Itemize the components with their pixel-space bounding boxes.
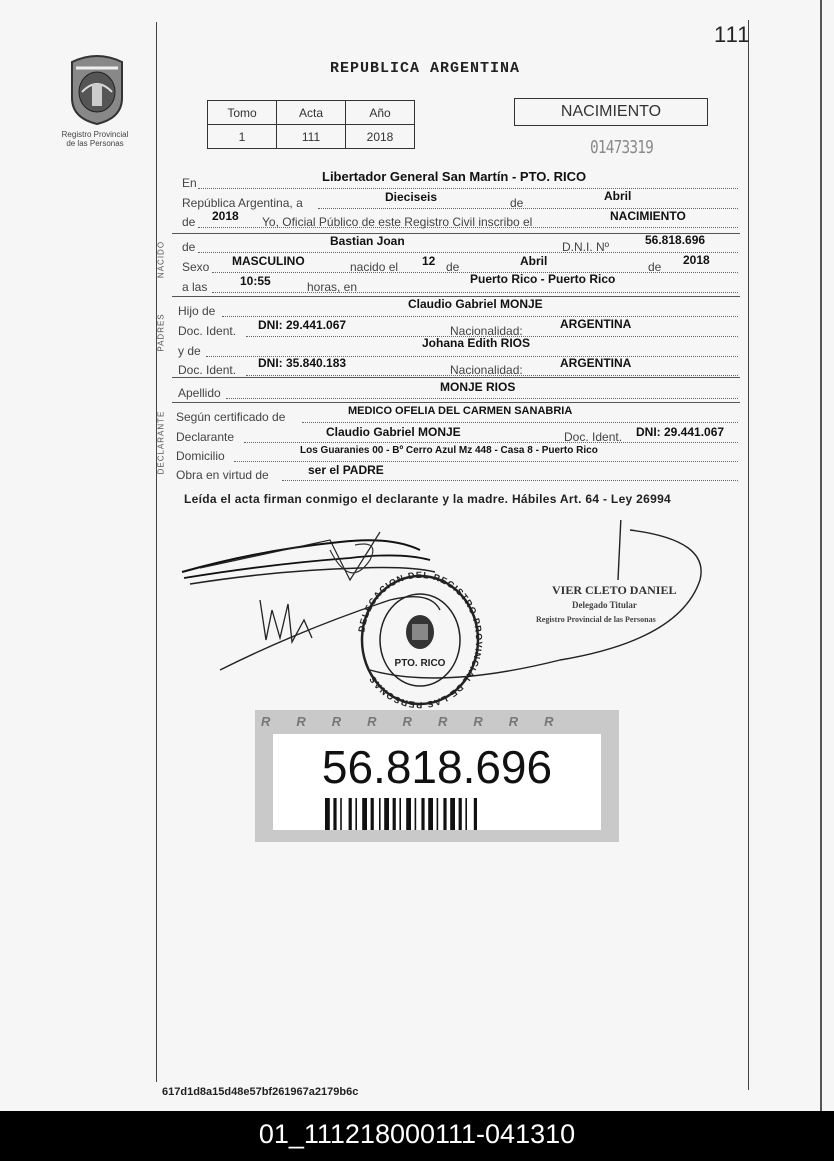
separator — [172, 402, 740, 403]
label-republica: República Argentina, a — [182, 196, 303, 210]
label-nacionalidad-madre: Nacionalidad: — [450, 363, 523, 377]
label-de: de — [510, 196, 524, 210]
acta-padre: Claudio Gabriel MONJE — [408, 297, 543, 311]
separator — [172, 377, 740, 378]
acta-madre: Johana Edith RIOS — [422, 336, 531, 350]
acta-nombre: Bastian Joan — [330, 234, 405, 248]
signatures-and-seal — [180, 520, 720, 710]
label-de-anio: de — [182, 215, 196, 229]
label-a-las: a las — [182, 280, 208, 294]
acta-hora: 10:55 — [240, 274, 271, 288]
acta-header: Acta — [277, 101, 346, 125]
acta-dia: Dieciseis — [385, 190, 438, 204]
label-horas-en: horas, en — [307, 280, 358, 294]
acta-padre-nac: ARGENTINA — [560, 317, 632, 331]
label-de-nombre: de — [182, 240, 196, 254]
label-sexo: Sexo — [182, 260, 210, 274]
barcode-number: 56.818.696 — [321, 741, 553, 793]
acta-obra: ser el PADRE — [308, 463, 384, 477]
anio-value: 2018 — [346, 125, 415, 149]
acta-declarante: Claudio Gabriel MONJE — [326, 425, 461, 439]
label-en: En — [182, 176, 197, 190]
dotline — [234, 461, 738, 462]
left-margin-line — [156, 22, 157, 1082]
security-r-marks: RRRRRRRRR — [261, 714, 580, 729]
label-doc-ident-padre: Doc. Ident. — [178, 324, 237, 338]
dotline — [198, 227, 738, 228]
dotline — [244, 442, 738, 443]
label-hijo-de: Hijo de — [178, 304, 216, 318]
dotline — [226, 398, 738, 399]
dotline — [212, 292, 738, 293]
acta-sexo: MASCULINO — [232, 254, 305, 268]
seal-bottom-text: PTO. RICO — [394, 658, 446, 669]
acta-anio: 2018 — [212, 209, 239, 223]
right-margin-line — [748, 20, 749, 1090]
dotline — [282, 480, 738, 481]
footer-filename: 01_111218000111-041310 — [258, 1119, 576, 1149]
dotline — [198, 252, 738, 253]
acta-apellido: MONJE RIOS — [440, 380, 516, 394]
acta-lugar-nac: Puerto Rico - Puerto Rico — [470, 272, 616, 286]
barcode-label — [255, 710, 619, 842]
acta-nac-dia: 12 — [422, 254, 436, 268]
officer-office: Registro Provincial de las Personas — [536, 615, 656, 624]
acta-madre-nac: ARGENTINA — [560, 356, 632, 370]
label-domicilio: Domicilio — [176, 449, 225, 463]
registry-label — [45, 130, 145, 148]
tomo-acta-table — [207, 100, 415, 149]
barcode-bars-icon — [325, 798, 545, 830]
acta-nac-anio: 2018 — [683, 253, 710, 267]
registry-label-line1: Registro Provincial — [61, 130, 129, 139]
side-label-declarante: DECLARANTE — [156, 410, 166, 475]
page-edge — [820, 0, 822, 1111]
label-doc-ident-declarante: Doc. Ident. — [564, 430, 623, 444]
page-number: 111 — [714, 22, 751, 47]
footer-bar — [0, 1111, 834, 1161]
acta-value: 111 — [277, 125, 346, 149]
seal-ring-text: DELEGACION DEL REGISTRO PROVINCIAL DE LAS PERSONAS — [356, 569, 485, 710]
label-nacido-el: nacido el — [350, 260, 399, 274]
label-nacionalidad-padre: Nacionalidad: — [450, 324, 523, 338]
acta-declarante-dni: DNI: 29.441.067 — [636, 425, 725, 439]
label-de2: de — [446, 260, 460, 274]
label-dni: D.N.I. Nº — [562, 240, 610, 254]
officer-name: VIER CLETO DANIEL — [552, 583, 677, 597]
dotline — [222, 316, 738, 317]
dotline — [198, 188, 738, 189]
acta-tipo: NACIMIENTO — [610, 209, 686, 223]
dotline — [302, 422, 738, 423]
acta-certificado: MEDICO OFELIA DEL CARMEN SANABRIA — [348, 405, 573, 417]
closing-note: Leída el acta firman conmigo el declarante y la madre. Hábiles Art. 64 - Ley 26994 — [184, 492, 672, 506]
acta-madre-dni: DNI: 35.840.183 — [258, 356, 347, 370]
acta-nac-mes: Abril — [520, 254, 548, 268]
tomo-header: Tomo — [208, 101, 277, 125]
label-obra: Obra en virtud de — [176, 468, 269, 482]
acta-lugar: Libertador General San Martín - PTO. RICO — [322, 169, 587, 184]
acta-mes: Abril — [604, 189, 632, 203]
label-declarante: Declarante — [176, 430, 235, 444]
tomo-value: 1 — [208, 125, 277, 149]
acta-dni: 56.818.696 — [645, 233, 706, 247]
barcode-inner — [273, 734, 601, 830]
label-oficial: Yo, Oficial Público de este Registro Civil inscribo el — [262, 215, 533, 229]
serial-number: 01473319 — [590, 137, 653, 158]
side-label-padres: PADRES — [156, 313, 166, 352]
registry-label-line2: de las Personas — [66, 139, 124, 148]
page-title: REPUBLICA ARGENTINA — [330, 60, 521, 77]
acta-padre-dni: DNI: 29.441.067 — [258, 318, 347, 332]
record-type-box: NACIMIENTO — [514, 98, 708, 126]
label-y-de: y de — [178, 344, 201, 358]
acta-domicilio: Los Guaranies 00 - Bº Cerro Azul Mz 448 - Casa 8 - Puerto Rico — [300, 445, 598, 456]
label-doc-ident-madre: Doc. Ident. — [178, 363, 237, 377]
officer-title: Delegado Titular — [572, 600, 637, 610]
anio-header: Año — [346, 101, 415, 125]
label-de3: de — [648, 260, 662, 274]
province-crest-icon — [62, 54, 132, 126]
side-label-nacido: NACIDO — [156, 240, 166, 279]
document-hash: 617d1d8a15d48e57bf261967a2179b6c — [162, 1086, 359, 1098]
label-segun: Según certificado de — [176, 410, 286, 424]
label-apellido: Apellido — [178, 386, 221, 400]
